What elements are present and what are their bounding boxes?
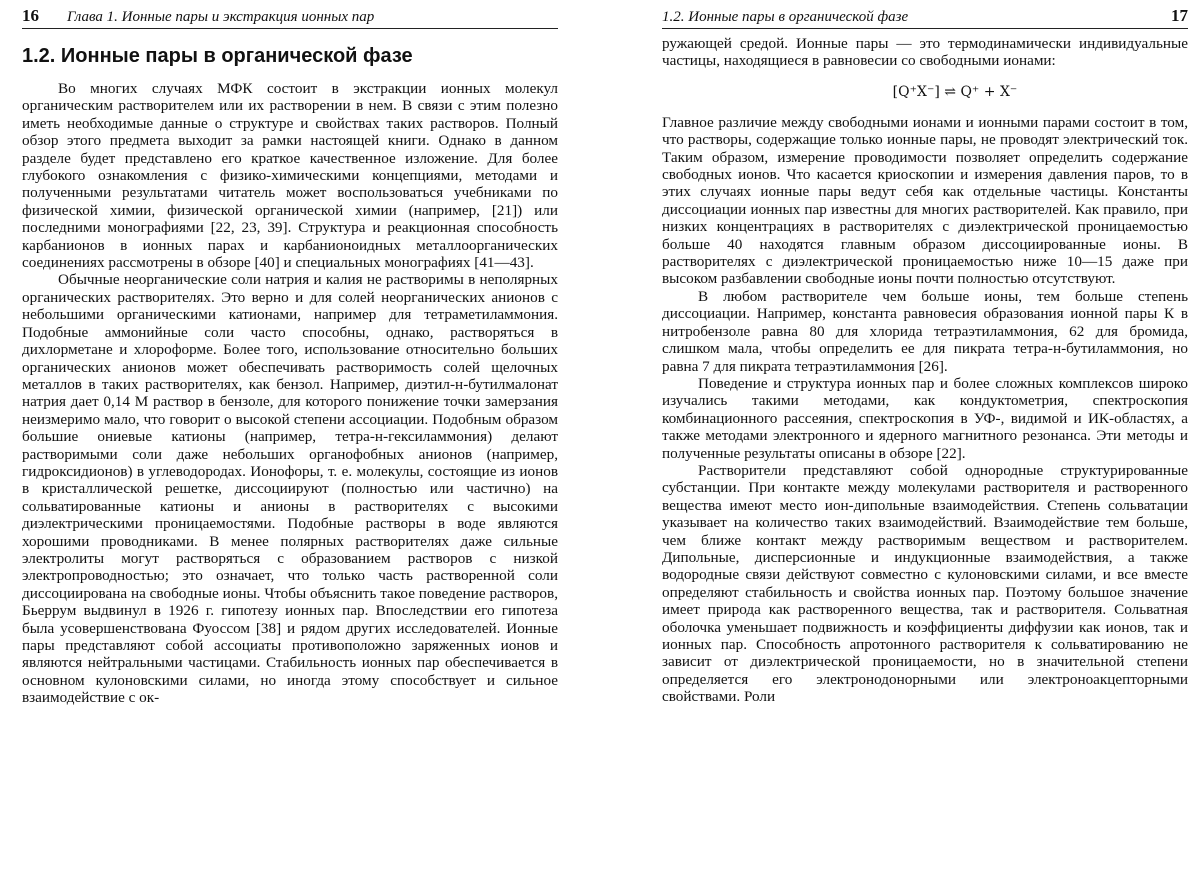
left-running-head-title: Глава 1. Ионные пары и экстракция ионных пар	[67, 9, 375, 25]
right-paragraph-4: Растворители представляют собой однородные структурированные субстанции. При контакте между молекулами растворителя и растворенного вещества имеют место ион-дипольные взаимодействия. Степень сольватации указывает на количество таких взаимодействий. Взаимодействие тем больше, чем ближе контакт между растворимым веществом и растворителем. Дипольные, дисперсионные и индукционные взаимодействия, а также водородные связи действуют совместно с кулоновскими силами, и все вместе определяют стабильность и свойства ионных пар. Поэтому большое значение имеет природа как растворенного вещества, так и растворителя. Сольватная оболочка уменьшает подвижность и коэффициенты диффузии как ионов, так и ионных пар. Способность апротонного растворителя к сольватированию не зависит от диэлектрической проницаемости, но в значительной степени определяется его электронодонорными или электроноакцепторными свойствами. Роли	[662, 461, 1188, 706]
section-title: 1.2. Ионные пары в органической фазе	[22, 45, 413, 67]
right-paragraph-1: Главное различие между свободными ионами и ионными парами состоит в том, что растворы, содержащие только ионные пары, не проводят электрический ток. Таким образом, измерение проводимости позволяет определить содержание свободных ионов. Что касается криоскопии и измерения давления паров, то в этих случаях ионные пары ведут себя как отдельные частицы. Константы диссоциации ионных пар известны для многих растворителей. Как правило, при низких концентрациях в растворителях с диэлектрической проницаемостью больше 40 находятся главным образом диссоциированные ионы. В растворителях с диэлектрической проницаемостью ниже 10—15 даже при высоком разбавлении свободные ионы почти полностью отсутствуют.	[662, 113, 1188, 288]
ion-pair-equilibrium-equation: [Q⁺X⁻] ⇌ Q⁺ + X⁻	[892, 83, 1018, 100]
left-page	[0, 0, 580, 885]
left-running-head	[22, 4, 558, 29]
right-page-number: 17	[1171, 6, 1188, 25]
right-paragraph-2: В любом растворителе чем больше ионы, тем больше степень диссоциации. Например, константа равновесия образования ионной пары К в нитробензоле равна 80 для хлорида тетраэтиламмония, 62 для бромида, слишком мала, чтобы определить ее для пикрата тетра-н-бутиламмония, но равна 7 для пикрата тетраэтиламмония [26].	[662, 287, 1188, 375]
left-paragraph-1: Во многих случаях МФК состоит в экстракции ионных молекул органическим растворителем или их растворении в нем. В связи с этим полезно иметь необходимые данные о структуре и свойствах таких растворов. Полный обзор этого предмета выходит за рамки настоящей книги. Однако в данном разделе будет представлено его краткое качественное изложение. Для более глубокого ознакомления с физико-химическими концепциями, методами и полученными результатами читатель может воспользоваться учебниками по физической химии, физической органической химии (например, [21]) или последними монографиями [22, 23, 39]. Структура и реакционная способность карбанионов в ионных парах и карбанионоидных металлоорганических соединениях рассмотрены в обзоре [40] и специальных монографиях [41—43].	[22, 80, 558, 272]
right-paragraph-continued: ружающей средой. Ионные пары — это термодинамически индивидуальные частицы, находящиеся в равновесии со свободными ионами:	[662, 35, 1188, 70]
right-running-head-title: 1.2. Ионные пары в органической фазе	[662, 9, 909, 25]
right-page	[640, 0, 1200, 885]
right-running-head	[662, 4, 1188, 29]
right-paragraph-3: Поведение и структура ионных пар и более сложных комплексов широко изучались такими методами, как кондуктометрия, спектроскопия комбинационного рассеяния, спектроскопия в УФ-, видимой и ИК-областях, а также методами электронного и ядерного магнитного резонанса. Эти методы и полученные результаты описаны в обзоре [22].	[662, 374, 1188, 462]
left-paragraph-2: Обычные неорганические соли натрия и калия не растворимы в неполярных органических растворителях. Это верно и для солей неорганических анионов с небольшими органическими катионами, например для тетраметиламмония. Подобные аммонийные соли часто способны, однако, растворяться в дихлорметане и хлороформе. Более того, использование относительно больших органических анионов может обеспечивать растворимость солей щелочных металлов в таких растворителях, как бензол. Например, диэтил-н-бутилмалонат натрия дает 0,14 М раствор в бензоле, для которого понижение точки замерзания неизмеримо мало, что говорит о высокой степени ассоциации. Подобным образом большие ониевые катионы (например, тетра-н-гексиламмония) делают растворимыми соли даже небольших органофобных анионов (например, гидроксидионов) в углеводородах. Ионофоры, т. е. молекулы, состоящие из ионов в кристаллической решетке, диссоциируют (полностью или частично) на сольватированные катионы и анионы в растворителях с высокими диэлектрическими проницаемостями. Подобные растворы в воде являются хорошими проводниками. В менее полярных растворителях даже сильные электролиты могут растворяться с образованием растворов с низкой электропроводностью; это означает, что только часть растворенной соли диссоциирована на свободные ионы. Чтобы объяснить такое поведение растворов, Бьеррум выдвинул в 1926 г. гипотезу ионных пар. Впоследствии его гипотеза была усовершенствована Фуоссом [38] и рядом других исследователей. Ионные пары представляют собой ассоциаты противоположно заряженных ионов и являются нейтральными частицами. Стабильность ионных пар обеспечивается в основном кулоновскими силами, но иногда этому способствует и сильное взаимодействие с ок-	[22, 271, 558, 707]
left-page-number: 16	[22, 6, 39, 25]
